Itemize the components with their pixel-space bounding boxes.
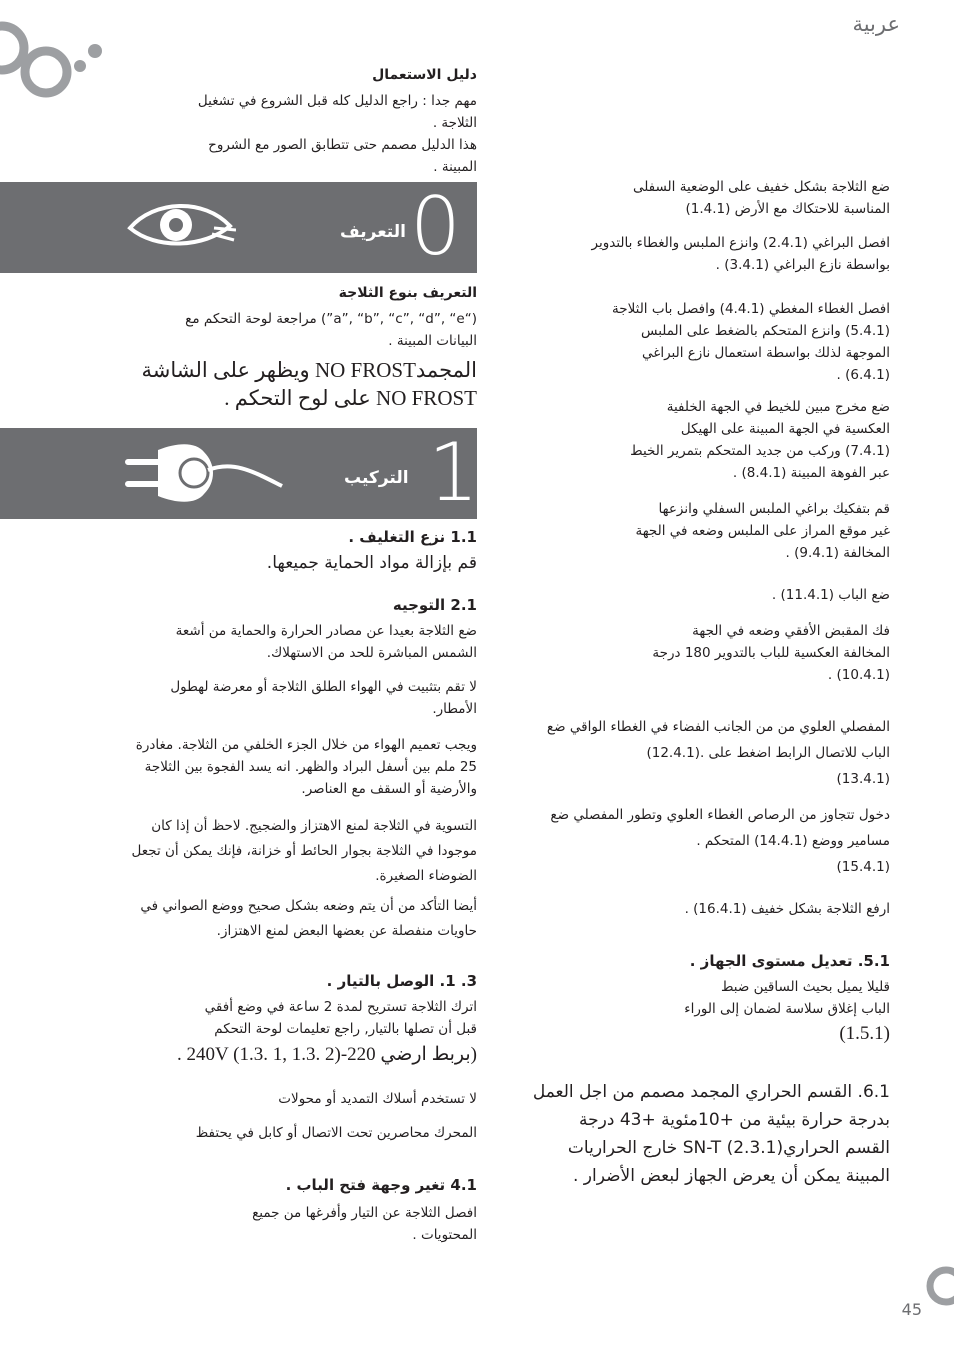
manual-intro: مهم جدا : راجع الدليل كله قبل الشروع في تشغيل الثلاجة . هذا الدليل مصمم حتى تتطابق الصور مع الشروح المبينة . [197,93,477,175]
brand-logo-icon [0,0,110,105]
step-4: ضع مخرج مبين للخيط في الجهة الخلفية العكسية في الجهة المبينة على الهيكل (7.4.1) وركب من جديد المتحكم بتمرير الخيط عبر الفوهة المبينة (8.4.1) . [630,399,890,481]
section-3-1-text: اترك الثلاجة تستريح لمدة 2 ساعة في وضع أفقي قبل أن تصلها بالتيار, راجع تعليمات لوحة التحكم [204,999,477,1037]
step-8: المفصلي العلوي من من الجانب الفضاء في الغطاء الواقي ضع الباب للاتصال الرابط اضغط على .(12.4.1) (13.4.1) [546,719,890,787]
section-0-number: 0 [410,180,461,273]
step-6: ضع الباب (11.4.1) . [771,587,890,603]
language-label: عربية [852,12,900,36]
section-2-1-para-5: أيضا التأكد من أن يتم وضعه بشكل صحيح ووضع الصواني في حاويات منفصلة عن بعضها البعض لمنع الاهتزاز. [140,898,477,939]
section-2-1-para-2: لا تقم بتثبيت في الهواء الطلق الثلاجة أو معرضة لهطول الأمطار. [170,679,477,717]
section-2-1-para-3: ويجب تعميم الهواء من خلال الجزء الخلفي من الثلاجة. مغادرة 25 ملم بين أسفل البراد والظهر. انه يسد الفجوة بين الثلاجة والأرضية أو السقف مع العناصر. [135,737,477,797]
plug-icon [124,442,284,504]
section-1-label: التركيب [344,468,409,488]
fridge-type-title: التعريف بنوع الثلاجة [338,285,477,301]
step-2: افصل البراغي (2.4.1) وانزع الملبس والغطاء بالتدوير بواسطة نازع البراغي (3.4.1) . [591,235,890,273]
section-3-1-title: 3. 1. الوصل بالتيار . [326,972,477,990]
section-2-1-para-1: ضع الثلاجة بعيدا عن مصادر الحرارة والحماية من أشعة الشمس المباشرة للحد من الاستهلاك. [175,623,477,661]
section-1-1-text: قم بإزالة مواد الحماية جميعها. [266,553,477,573]
section-banner-installation [0,428,477,519]
section-3-1-para-3: المحرك محاصرين تحت الاتصال أو كابل في يحتفظ [195,1125,477,1141]
page-corner-circle-icon [918,1266,954,1306]
step-7: فك المقبض الأفقي وضعه في الجهة المخالفة العكسية للباب بالتدوير 180 درجة (10.4.1) . [652,623,890,683]
section-5-1-text: قليلا يميل بحيث الساقين ضبط الباب إغلاق سلاسة لضمان إلى الوراء (1.5.1) [684,979,890,1044]
section-4-1-title: 4.1 تغير وجهة فتح الباب . [285,1176,477,1194]
section-4-1-text: افصل الثلاجة عن التيار وأفرغها من جميع المحتويات . [252,1205,477,1243]
fridge-type-text: (“a”, “b”, “c”, “d”, “e”) مراجعة لوحة التحكم مع البيانات المبينة . [185,311,477,349]
section-5-1-title: 5.1. تعديل مستوى الجهاز . [689,952,890,970]
section-0-label: التعريف [340,222,406,242]
step-10: ارفع الثلاجة بشكل خفيف (16.4.1) . [684,901,890,917]
section-banner-identification [0,182,477,273]
manual-title: دليل الاستعمال [372,67,477,83]
section-3-1-voltage: (بربط ارضي 220-240V (1.3. 1, 1.3. 2) . [177,1044,477,1065]
section-2-1-title: 2.1 التوجيه [392,596,477,614]
section-3-1-para-2: لا تستخدم أسلاك التمديد أو محولات [278,1091,477,1107]
step-3: افصل الغطاء المغطي (4.4.1) وافصل باب الثلاجة (5.4.1) وانزع المتحكم بالضغط على الملبس الموجهة لذلك بواسطة استعمال نازع البراغي (6.4.1) . [611,301,890,383]
nofrost-text: المجمدNO FROST ويظهر على الشاشة NO FROST على لوح التحكم . [141,358,477,410]
page-number: 45 [901,1300,922,1319]
step-1: ضع الثلاجة بشكل خفيف على الوضعية السفلى المناسبة للاحتكاك مع الأرض (1.4.1) [632,179,890,217]
section-6-1-text: 6.1. القسم الحراري المجمد مصمم من اجل العمل بدرجة حرارة بيئية من +10مئوية +43 درجة القسم الحراريSN-T (2.3.1) خارج الحراريات المبينة يمكن أن يعرض الجهاز لبعض الأضرار . [532,1082,890,1186]
step-9: دخول تتجاوز من الرصاص الغطاء العلوي وتطور المفصلي ضع مسامير ووضع (14.4.1) المتحكم . (15.4.1) [550,807,890,875]
section-2-1-para-4: التسوية في الثلاجة لمنع الاهتزاز والضجيج. لاحظ أن إذا كان موجودا في الثلاجة بجوار الحائط أو خزانة، فإنك يمكن أن تجعل الضوضاء الصغيرة. [131,818,477,884]
section-1-number: 1 [428,426,479,519]
step-5: قم بتفكيك براغي الملبس السفلي وانزعها غير موقع المراز على الملبس وضعه في الجهة المخالفة (9.4.1) . [635,501,890,561]
section-1-1-title: 1.1 نزع التغليف . [348,528,477,546]
eye-icon [124,196,236,258]
